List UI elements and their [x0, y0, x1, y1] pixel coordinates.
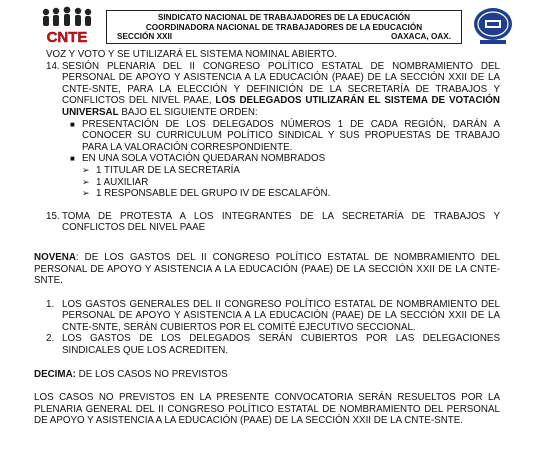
expense-item-1: [34, 299, 500, 334]
clause-15-text: TOMA DE PROTESTA A LOS INTEGRANTES DE LA SECRETARÍA DE TRABAJOS Y CONFLICTOS DEL NIVEL PAAE: [62, 210, 500, 234]
expense-item-2-number: 2.: [46, 333, 55, 345]
clause-14-bold: LOS DELEGADOS UTILIZARÁN EL SISTEMA DE VOTACIÓN UNIVERSAL: [62, 95, 500, 118]
letterhead-title-box: [106, 10, 462, 44]
bullet-text: EN UNA SOLA VOTACIÓN QUEDARAN NOMBRADOS: [82, 153, 326, 165]
final-paragraph: LOS CASOS NO PREVISTOS EN LA PRESENTE CONVOCATORIA SERÁN RESUELTOS POR LA PLENARIA GENERAL DEL II CONGRESO POLÍTICO ESTATAL DE NOMBRAMIENTO DEL PERSONAL DE APOYO Y ASISTENCIA A LA EDUCACIÓN (PAAE) DE LA SECCIÓN XXII DE LA CNTE-SNTE.: [34, 392, 500, 427]
sub-bullet-item: [34, 177, 500, 189]
section-novena: [34, 252, 500, 287]
letterhead-line-1: SINDICATO NACIONAL DE TRABAJADORES DE LA EDUCACIÓN: [157, 13, 411, 22]
sub-bullet-text: 1 RESPONSABLE DEL GRUPO IV DE ESCALAFÓN.: [96, 188, 331, 200]
novena-heading: NOVENA: [34, 251, 76, 263]
expense-item-2-text: LOS GASTOS DE LOS DELEGADOS SERÁN CUBIERTOS POR LAS DELEGACIONES SINDICALES QUE LOS ACREDITEN.: [62, 333, 500, 357]
decima-text: DE LOS CASOS NO PREVISTOS: [75, 368, 228, 380]
clause-14-text-a: SESIÓN PLENARIA DEL II CONGRESO POLÍTICO ESTATAL DE NOMBRAMIENTO DEL PERSONAL DE APOYO Y ASISTENCIA A LA EDUCACIÓN (PAAE) DE LA SECCIÓN XXII DE LA CNTE-SNTE, PARA LA ELECCIÓN Y DEFINICIÓN DE LA SECRETARÍA DE TRABAJOS Y CONFLICTOS DEL NIVEL PAAE,: [62, 60, 500, 107]
decima-heading: DECIMA:: [34, 368, 76, 380]
sub-bullet-item: [34, 165, 500, 177]
clause-14-text-b: BAJO EL SIGUIENTE ORDEN:: [118, 106, 258, 118]
snte-seal-icon: [472, 6, 514, 46]
svg-text:CNTE: CNTE: [46, 29, 88, 46]
arrow-bullet-icon: ➢: [82, 164, 90, 175]
clause-15: [34, 211, 500, 234]
clause-14-number: 14.: [46, 60, 60, 72]
sub-bullet-item: [34, 188, 500, 200]
expense-item-1-text: LOS GASTOS GENERALES DEL II CONGRESO POLÍTICO ESTATAL DE NOMBRAMIENTO DEL PERSONAL DE APOYO Y ASISTENCIA A LA EDUCACIÓN (PAAE) DE LA SECCIÓN XXII DE LA CNTE-SNTE, SERÁN CUBIERTOS POR EL COMITÉ EJECUTIVO SECCIONAL.: [62, 298, 500, 333]
square-bullet-icon: ■: [70, 154, 75, 164]
clause-14: [34, 61, 500, 119]
sub-bullet-text: 1 TITULAR DE LA SECRETARÍA: [96, 164, 240, 176]
expense-item-2: [34, 333, 500, 356]
letterhead-line-2: COORDINADORA NACIONAL DE TRABAJADORES DE LA EDUCACIÓN: [145, 22, 423, 32]
arrow-bullet-icon: ➢: [82, 188, 90, 199]
cnte-logo: [36, 6, 98, 46]
letterhead: [36, 6, 508, 48]
bullet-text: PRESENTACIÓN DE LOS DELEGADOS NÚMEROS 1 DE CADA REGIÓN, DARÁN A CONOCER SU CURRICULUM POLÍTICO SINDICAL Y SUS PROPUESTAS DE TRABAJO PARA LA VALORACIÓN CORRESPONDIENTE.: [82, 118, 500, 153]
square-bullet-icon: ■: [70, 119, 75, 129]
sub-bullet-text: 1 AUXILIAR: [96, 176, 149, 188]
clause-15-number: 15.: [46, 210, 60, 222]
bullet-item: [34, 119, 500, 154]
location-label: OAXACA, OAX.: [390, 32, 451, 41]
bullet-item: [34, 153, 500, 165]
section-label: SECCIÓN XXII: [117, 32, 173, 41]
section-decima: [34, 369, 500, 381]
novena-text: : DE LOS GASTOS DEL II CONGRESO POLÍTICO ESTATAL DE NOMBRAMIENTO DEL PERSONAL DE APOYO Y ASISTENCIA A LA EDUCACIÓN (PAAE) DE LA SECCIÓN XXII DE LA CNTE-SNTE.: [34, 251, 500, 287]
intro-line: VOZ Y VOTO Y SE UTILIZARÁ EL SISTEMA NOMINAL ABIERTO.: [46, 49, 337, 60]
arrow-bullet-icon: ➢: [82, 176, 90, 187]
document-body: [34, 49, 500, 427]
expense-item-1-number: 1.: [46, 298, 55, 310]
